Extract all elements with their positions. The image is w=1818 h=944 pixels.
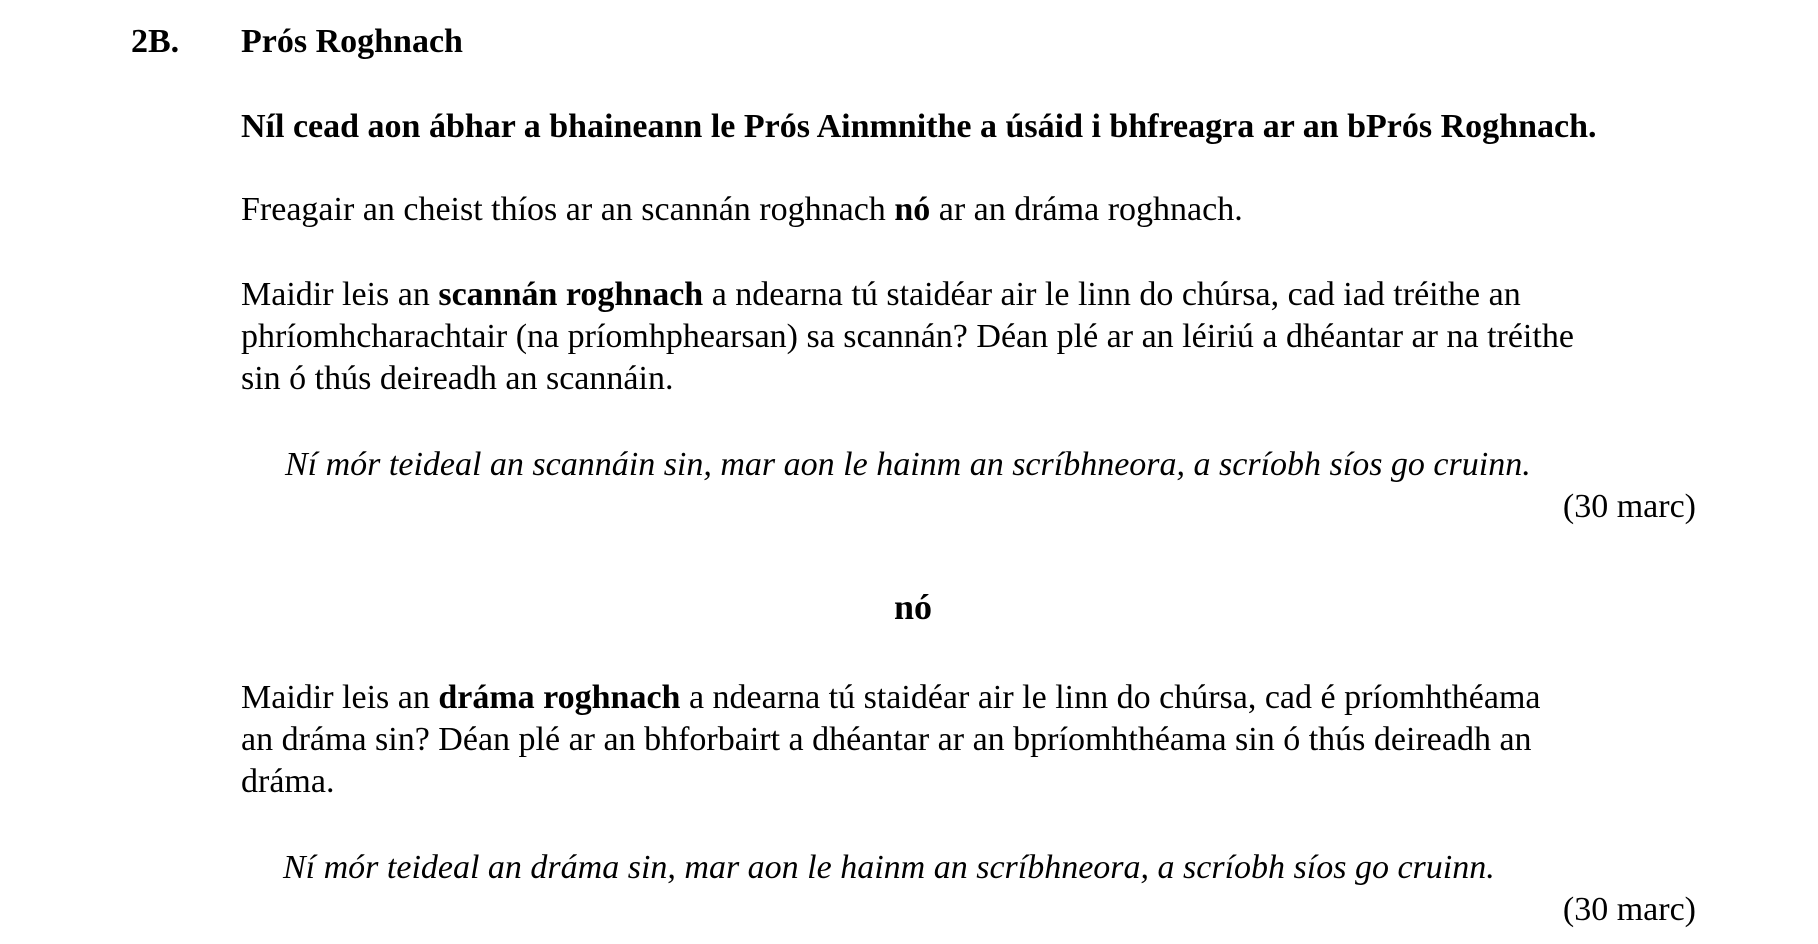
restriction-notice: Níl cead aon ábhar a bhaineann le Prós Ainmnithe a úsáid i bhfreagra ar an bPrós Roghnach. [241,108,1597,145]
film-question-line-1 [241,274,1711,316]
section-title: Prós Roghnach [241,23,463,60]
drama-line1-before: Maidir leis an [241,679,439,716]
instruction-after: ar an dráma roghnach. [930,191,1243,228]
drama-question-line-1 [241,677,1711,719]
or-divider: nó [893,587,933,627]
drama-question-line-2: an dráma sin? Déan plé ar an bhforbairt a dhéantar ar an bpríomhthéama sin ó thús deireadh an [241,721,1532,758]
film-question-line-3: sin ó thús deireadh an scannáin. [241,360,674,397]
film-title-note: Ní mór teideal an scannáin sin, mar aon le hainm an scríbhneora, a scríobh síos go cruinn. [285,446,1531,483]
question-number: 2B. [131,23,180,60]
film-question [241,274,1711,400]
drama-marks: (30 marc) [1562,891,1696,928]
drama-title-note: Ní mór teideal an dráma sin, mar aon le hainm an scríbhneora, a scríobh síos go cruinn. [283,849,1495,886]
film-question-line-2: phríomhcharachtair (na príomhphearsan) sa scannán? Déan plé ar an léiriú a dhéantar ar na tréithe [241,318,1574,355]
drama-line1-after: a ndearna tú staidéar air le linn do chúrsa, cad é príomhthéama [680,679,1541,716]
drama-line1-emphasis: dráma roghnach [438,679,681,716]
instruction-text [241,189,1243,231]
film-line1-emphasis: scannán roghnach [438,276,704,313]
drama-question [241,677,1711,803]
film-line1-before: Maidir leis an [241,276,439,313]
instruction-emphasis: nó [894,191,931,228]
film-line1-after: a ndearna tú staidéar air le linn do chúrsa, cad iad tréithe an [703,276,1521,313]
film-marks: (30 marc) [1562,488,1696,525]
drama-question-line-3: dráma. [241,763,335,800]
instruction-before: Freagair an cheist thíos ar an scannán roghnach [241,191,895,228]
